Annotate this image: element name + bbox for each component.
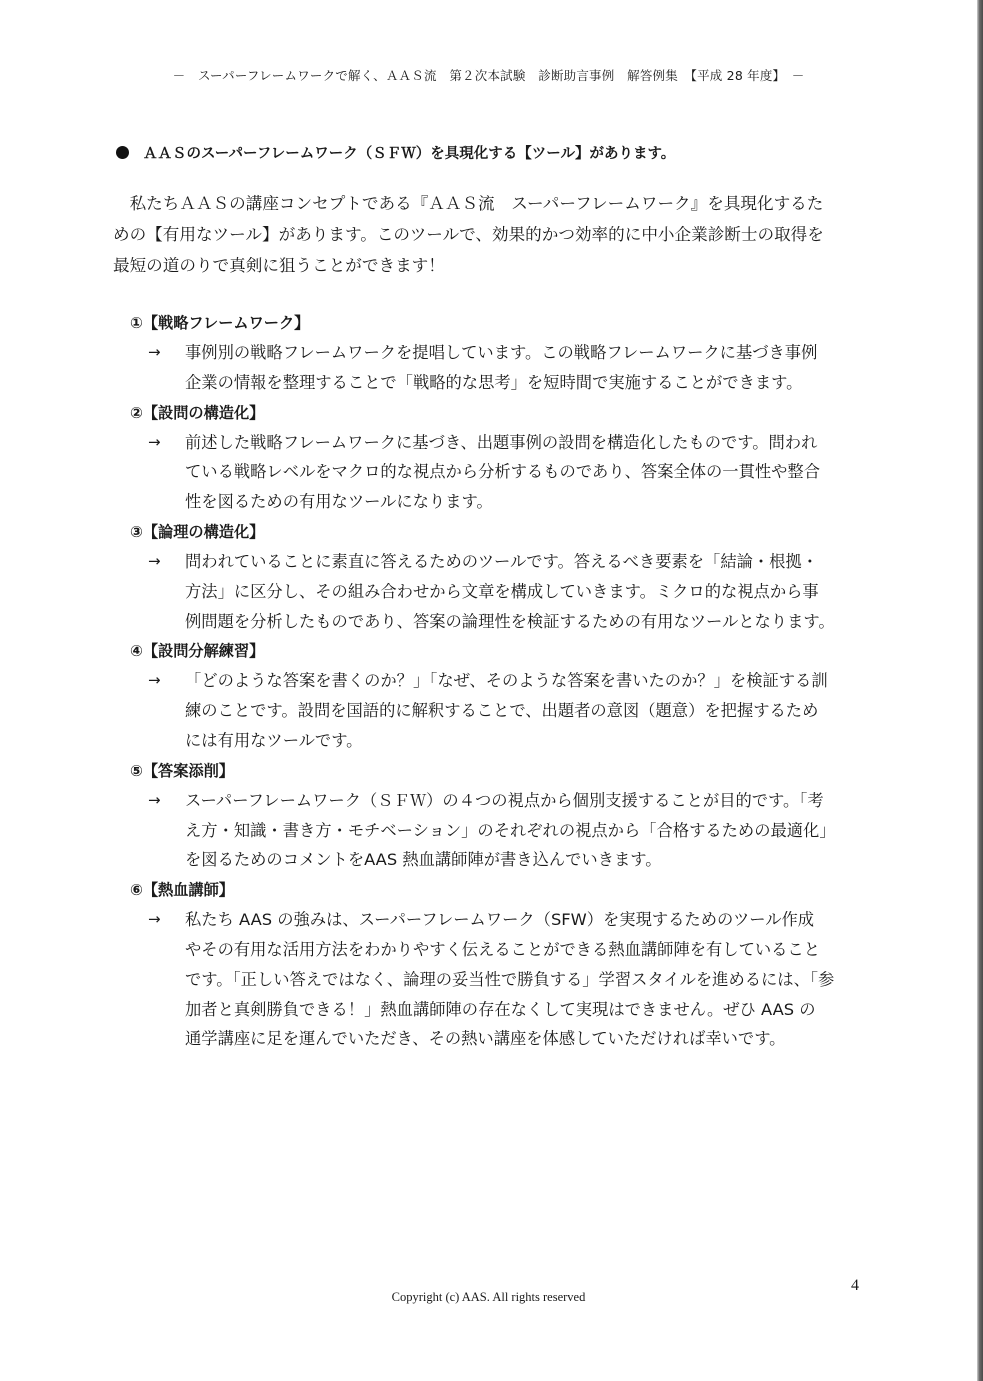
tool-item-logic-structuring: [130, 517, 870, 636]
running-header: － スーパーフレームワークで解く、ＡＡＳ流 第２次本試験 診断助言事例 解答例集 【平成 28 年度】 －: [172, 68, 805, 83]
tool-item-answer-correction: [130, 756, 870, 875]
tool-description-line: 企業の情報を整理することで「戦略的な思考」を短時間で実施することができます。: [185, 372, 803, 392]
tool-title: ④【設問分解練習】: [130, 642, 265, 661]
tool-description: [130, 905, 870, 1054]
tool-description-line: え方・知識・書き方・モチベーション」のそれぞれの視点から「合格するための最適化」: [185, 820, 836, 840]
tool-description: [130, 428, 870, 517]
tool-description: [130, 666, 870, 755]
tool-item-passionate-instructors: [130, 875, 870, 1054]
tool-description-line: 通学講座に足を運んでいただき、その熱い講座を体感していただければ幸いです。: [185, 1029, 786, 1049]
page-edge-shadow: [977, 0, 983, 1381]
copyright-notice: Copyright (c) AAS. All rights reserved: [391, 1290, 586, 1304]
tool-description-line: 事例別の戦略フレームワークを提唱しています。この戦略フレームワークに基づき事例: [185, 343, 818, 362]
arrow-right-icon: →: [148, 343, 161, 361]
tool-description-line: 例問題を分析したものであり、答案の論理性を検証するための有用なツールとなります。: [185, 611, 835, 631]
tool-description-line: やその有用な活用方法をわかりやすく伝えることができる熱血講師陣を有していること: [185, 939, 820, 959]
tool-description: [130, 547, 870, 636]
tool-description-line: には有用なツールです。: [185, 730, 363, 750]
tool-item-question-structuring: [130, 398, 870, 517]
arrow-right-icon: →: [148, 432, 161, 451]
tool-title: ⑤【答案添削】: [130, 761, 234, 780]
tool-description: [130, 338, 870, 398]
tool-list: [130, 308, 870, 1054]
bullet-icon: [116, 146, 129, 159]
tool-description-line: ている戦略レベルをマクロ的な視点から分析するものであり、答案全体の一貫性や整合: [185, 462, 820, 482]
tool-description-line: 加者と真剣勝負できる！」熱血講師陣の存在なくして実現はできません。ぜひ AAS の: [185, 999, 816, 1019]
intro-paragraph: [113, 188, 865, 281]
arrow-right-icon: →: [148, 551, 161, 570]
tool-description-line: 私たち AAS の強みは、スーパーフレームワーク（SFW）を実現するためのツール作成: [185, 910, 815, 930]
arrow-right-icon: →: [148, 910, 161, 929]
arrow-right-icon: →: [148, 790, 161, 809]
tool-item-strategy-framework: [130, 308, 870, 398]
tool-description-line: です。「正しい答えではなく、論理の妥当性で勝負する」学習スタイルを進めるには、「参: [185, 969, 835, 989]
intro-line: めの【有用なツール】があります。このツールで、効果的かつ効率的に中小企業診断士の取得を: [113, 225, 824, 244]
tool-description-line: を図るためのコメントをAAS 熱血講師陣が書き込んでいきます。: [185, 850, 662, 870]
tool-title: ②【設問の構造化】: [130, 403, 265, 422]
intro-line: 最短の道のりで真剣に狙うことができます！: [113, 256, 445, 275]
tool-description-line: 前述した戦略フレームワークに基づき、出題事例の設問を構造化したものです。問われ: [185, 432, 818, 452]
tool-description: [130, 786, 870, 875]
section-heading: [116, 142, 675, 163]
page-number: 4: [851, 1277, 859, 1294]
tool-title: ⑥【熱血講師】: [130, 881, 234, 900]
tool-description-line: 性を図るための有用なツールになります。: [185, 492, 493, 512]
tool-item-question-analysis-practice: [130, 636, 870, 755]
intro-line: 私たちＡＡＳの講座コンセプトである『ＡＡＳ流 スーパーフレームワーク』を具現化するた: [113, 194, 824, 213]
tool-description-line: 問われていることに素直に答えるためのツールです。答えるべき要素を「結論・根拠・: [185, 551, 819, 571]
tool-description-line: 練のことです。設問を国語的に解釈することで、出題者の意図（題意）を把握するため: [185, 701, 819, 721]
tool-description-line: 方法」に区分し、その組み合わせから文章を構成していきます。ミクロ的な視点から事: [185, 581, 819, 601]
tool-description-line: 「どのような答案を書くのか？」「なぜ、そのような答案を書いたのか？」を検証する訓: [185, 671, 828, 691]
tool-title: ①【戦略フレームワーク】: [130, 314, 310, 332]
tool-description-line: スーパーフレームワーク（ＳＦＷ）の４つの視点から個別支援することが目的です。「考: [185, 790, 824, 810]
section-heading-text: ＡＡＳのスーパーフレームワーク（ＳＦＷ）を具現化する【ツール】があります。: [143, 146, 676, 162]
tool-title: ③【論理の構造化】: [130, 522, 265, 541]
arrow-right-icon: →: [148, 671, 161, 690]
